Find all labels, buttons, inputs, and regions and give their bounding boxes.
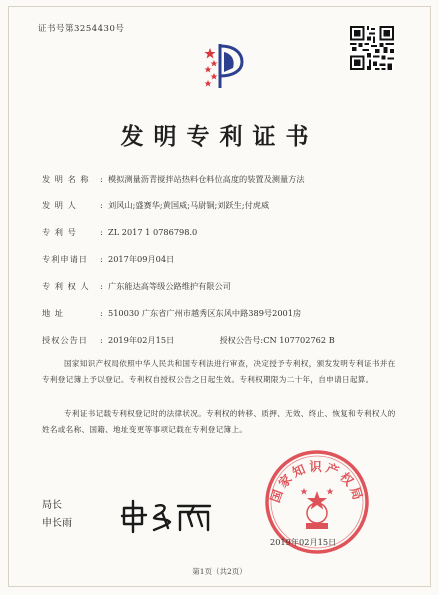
field-label: 地 址 bbox=[42, 308, 64, 318]
field-label: 授权公告日 bbox=[42, 335, 88, 345]
field-label: 专 利 权 人 bbox=[42, 281, 90, 291]
seal-text: 国家知识产权局 bbox=[267, 459, 367, 505]
field-address: 地 址 : 510030 广东省广州市越秀区东风中路389号2001房 bbox=[42, 308, 302, 318]
patent-office-emblem-icon bbox=[202, 40, 250, 92]
paragraph-grant-statement: 国家知识产权局依照中华人民共和国专利法进行审查，决定授予专利权，颁发发明专利证书并在专利登记簿上予以登记。专利权自授权公告之日起生效。专利权期限为二十年，自申请日起算。 bbox=[42, 359, 396, 384]
signature-labels bbox=[42, 497, 72, 533]
field-grant-date: 授权公告日 : 2019年02月15日 授权公告号:CN 107702762 B bbox=[42, 335, 335, 345]
field-label: 发 明 人 bbox=[42, 200, 77, 210]
field-value: 2017年09月04日 bbox=[108, 254, 175, 264]
field-label: 专 利 号 bbox=[42, 227, 77, 237]
field-value: CN 107702762 B bbox=[263, 335, 335, 345]
qr-code-icon bbox=[350, 26, 394, 70]
field-label: 授权公告号 bbox=[219, 335, 261, 345]
field-value: 2019年02月15日 bbox=[108, 335, 175, 345]
field-value: ZL 2017 1 0786798.0 bbox=[108, 227, 198, 237]
page-footer: 第1页（共2页） bbox=[192, 567, 247, 576]
field-label: 专利申请日 bbox=[42, 254, 88, 264]
field-patent-holder: 专 利 权 人 : 广东能达高等级公路维护有限公司 bbox=[42, 281, 231, 291]
field-value: 刘风山;盛赛华;黄国威;马尉铜;刘跃生;付虎威 bbox=[108, 200, 270, 210]
field-invention-name: 发 明 名 称 : 模拟测量沥青搅拌站热料仓料位高度的装置及测量方法 bbox=[42, 174, 305, 184]
field-label: 发 明 名 称 bbox=[42, 174, 90, 184]
seal-date: 2019年02月15日 bbox=[270, 537, 337, 547]
field-patent-number: 专 利 号 : ZL 2017 1 0786798.0 bbox=[42, 227, 198, 237]
certificate-title: 发明专利证书 bbox=[120, 123, 319, 150]
field-application-date: 专利申请日 : 2017年09月04日 bbox=[42, 254, 175, 264]
director-title: 局长 bbox=[42, 500, 62, 511]
field-value: 广东能达高等级公路维护有限公司 bbox=[108, 281, 231, 291]
handwritten-signature-icon bbox=[118, 498, 218, 534]
paragraph-legal-status: 专利证书记载专利权登记时的法律状况。专利权的转移、质押、无效、终止、恢复和专利权人的姓名或名称、国籍、地址变更等事项记载在专利登记簿上。 bbox=[42, 409, 396, 434]
field-inventor: 发 明 人 : 刘风山;盛赛华;黄国威;马尉铜;刘跃生;付虎威 bbox=[42, 200, 270, 210]
certificate-number: 证书号第3254430号 bbox=[38, 24, 125, 34]
director-name: 申长雨 bbox=[42, 518, 72, 529]
field-value: 510030 广东省广州市越秀区东风中路389号2001房 bbox=[108, 308, 302, 318]
field-value: 模拟测量沥青搅拌站热料仓料位高度的装置及测量方法 bbox=[108, 174, 305, 184]
